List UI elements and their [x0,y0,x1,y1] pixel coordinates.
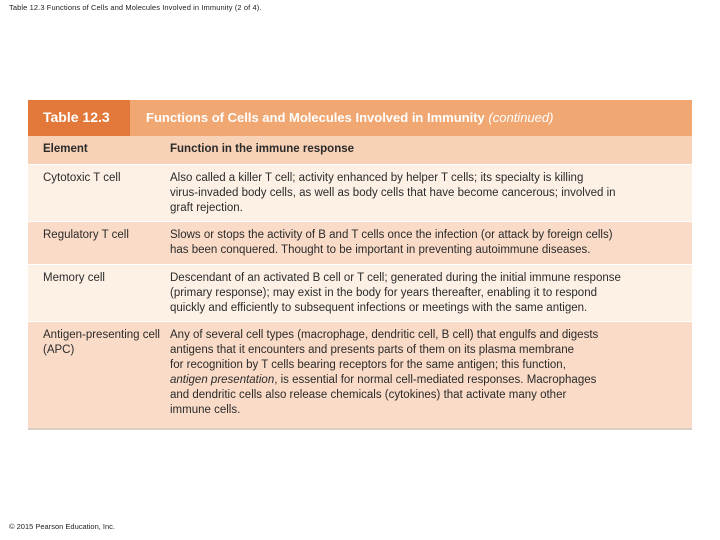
function-line: Any of several cell types (macrophage, dendritic cell, B cell) that engulfs and digests [170,329,599,341]
element-cell: Cytotoxic T cell [43,172,121,184]
element-cell: Antigen-presenting cell (APC) [43,329,160,356]
table-number-block [28,100,130,136]
table-title-suffix: (continued) [488,110,554,125]
element-cell: Regulatory T cell [43,229,129,241]
function-line: (primary response); may exist in the body for years thereafter, enabling it to respond [170,287,597,299]
function-line: has been conquered. Thought to be important in preventing autoimmune diseases. [170,244,591,256]
function-cell [170,228,685,258]
function-cell [170,171,685,216]
column-header-element: Element [43,143,88,155]
copyright-notice: © 2015 Pearson Education, Inc. [9,522,116,531]
function-line [170,373,685,388]
table-title [146,110,553,125]
function-cell [170,328,685,418]
table-row-regulatory [28,222,692,265]
function-line: Slows or stops the activity of B and T cells once the infection (or attack by foreign cells) [170,229,613,241]
function-line: for recognition by T cells bearing receptors for the same antigen; this function, [170,359,566,371]
functions-table [28,100,692,430]
table-number: Table 12.3 [43,109,110,125]
function-line: and dendritic cells also release chemicals (cytokines) that activate many other [170,389,567,401]
table-title-text: Functions of Cells and Molecules Involved in Immunity [146,110,485,125]
table-header-bar [28,100,692,136]
column-header-row [28,136,692,165]
table-row-memory [28,265,692,322]
function-emphasis: antigen presentation [170,374,275,386]
function-line: Descendant of an activated B cell or T cell; generated during the initial immune response [170,272,621,284]
slide-title: Table 12.3 Functions of Cells and Molecules Involved in Immunity (2 of 4). [9,3,262,12]
function-line: antigens that it encounters and presents parts of them on its plasma membrane [170,344,574,356]
function-line: graft rejection. [170,202,243,214]
function-line: virus-invaded body cells, as well as body cells that have become cancerous; involved in [170,187,616,199]
table-row-apc [28,322,692,428]
column-header-function: Function in the immune response [170,143,355,155]
function-line-rest: , is essential for normal cell-mediated responses. Macrophages [274,374,597,386]
table-row-cytotoxic [28,165,692,222]
function-cell [170,271,685,316]
function-line: Also called a killer T cell; activity enhanced by helper T cells; its specialty is killing [170,172,584,184]
element-cell: Memory cell [43,272,105,284]
function-line: quickly and efficiently to subsequent infections or meetings with the same antigen. [170,302,588,314]
function-line: immune cells. [170,404,241,416]
